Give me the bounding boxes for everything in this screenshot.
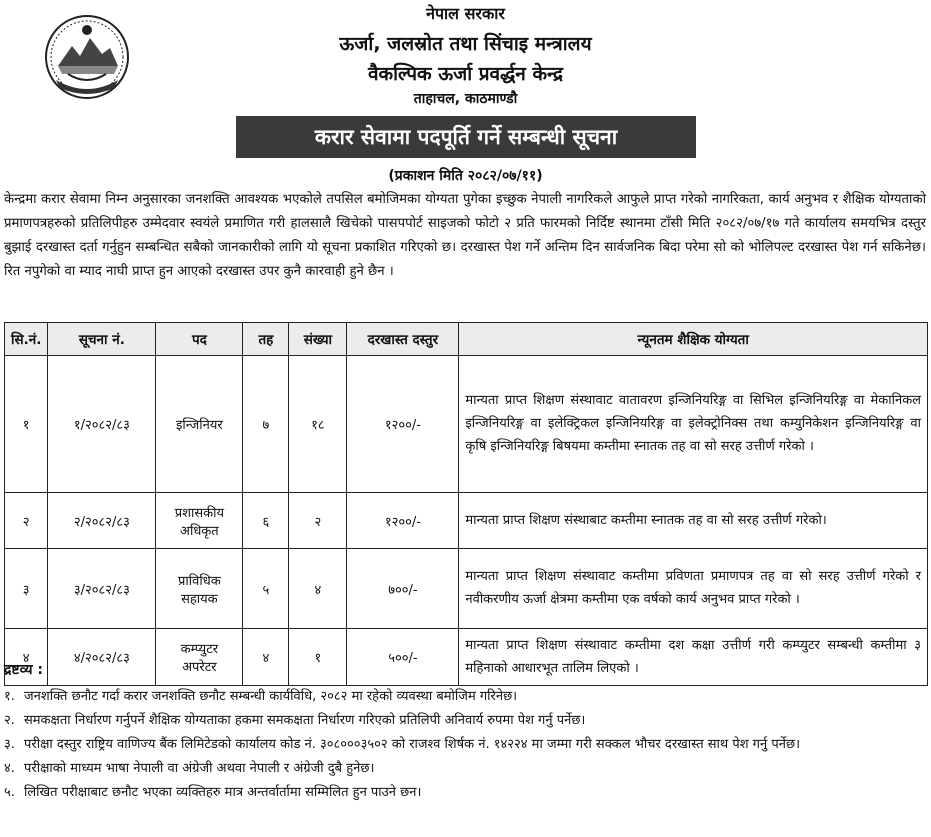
cell-level: ५ <box>243 549 289 629</box>
cell-notice-no: २/२०८२/८३ <box>48 493 156 549</box>
note-number: ३. <box>4 737 15 752</box>
column-header-count: संख्या <box>289 323 347 356</box>
cell-notice-no: ४/२०८२/८३ <box>48 629 156 686</box>
note-number: ४. <box>4 761 15 776</box>
column-header-post: पद <box>156 323 243 356</box>
notice-title: करार सेवामा पदपूर्ति गर्ने सम्बन्धी सूचना <box>236 116 696 158</box>
cell-count: ४ <box>289 549 347 629</box>
ministry-name: ऊर्जा, जलस्रोत तथा सिंचाइ मन्त्रालय <box>339 33 592 55</box>
cell-count: १ <box>289 629 347 686</box>
cell-post: कम्प्युटर अपरेटर <box>156 629 243 686</box>
list-item <box>4 757 926 781</box>
column-header-notice-no: सूचना नं. <box>48 323 156 356</box>
centre-name: वैकल्पिक ऊर्जा प्रवर्द्धन केन्द्र <box>367 63 564 85</box>
publication-date: (प्रकाशन मिति २०८२/०७/११) <box>388 168 543 184</box>
column-header-fee: दरखास्त दस्तुर <box>347 323 459 356</box>
cell-fee: १२००/- <box>347 493 459 549</box>
cell-sn: ४ <box>5 629 48 686</box>
cell-count: १८ <box>289 356 347 493</box>
cell-post: इन्जिनियर <box>156 356 243 493</box>
note-number: १. <box>4 689 15 704</box>
note-text: जनशक्ति छनौट गर्दा करार जनशक्ति छनौट सम्बन्धी कार्यविधि, २०८२ मा रहेको व्यवस्था बमोजिम गरिनेछ। <box>24 689 518 704</box>
cell-level: ६ <box>243 493 289 549</box>
vacancy-table <box>4 322 928 686</box>
table-row <box>5 356 928 493</box>
notes-section <box>4 660 926 805</box>
cell-sn: २ <box>5 493 48 549</box>
cell-qualification: मान्यता प्राप्त शिक्षण संस्थावाट कम्तीमा प्रविणता प्रमाणपत्र तह वा सो सरह उत्तीर्ण गरेको र नवीकरणीय ऊर्जा क्षेत्रमा कम्तीमा एक वर्षको कार्य अनुभव प्राप्त गरेको । <box>459 549 928 629</box>
cell-qualification: मान्यता प्राप्त शिक्षण संस्थावाट वातावरण इन्जिनियरिङ्ग वा सिभिल इन्जिनियरिङ्ग वा मेकानिकल इन्जिनियरिङ्ग वा इलेक्ट्रिकल इन्जिनियरिङ्ग वा इलेक्ट्रोनिक्स तथा कम्युनिकेशन इन्जिनियरिङ्ग वा कृषि इन्जिनियरिङ्ग बिषयमा कम्तीमा स्नातक तह वा सो सरह उत्तीर्ण गरेको । <box>459 356 928 493</box>
cell-fee: ५००/- <box>347 629 459 686</box>
notes-title: द्रष्टव्य : <box>4 662 43 678</box>
cell-qualification: मान्यता प्राप्त शिक्षण संस्थाबाट कम्तीमा स्नातक तह वा सो सरह उत्तीर्ण गरेको। <box>459 493 928 549</box>
column-header-qualification: न्यूनतम शैक्षिक योग्यता <box>459 323 928 356</box>
list-item <box>4 781 926 805</box>
list-item <box>4 685 926 709</box>
cell-count: २ <box>289 493 347 549</box>
column-header-level: तह <box>243 323 289 356</box>
note-text: लिखित परीक्षाबाट छनौट भएका व्यक्तिहरु मात्र अन्तर्वार्तामा सम्मिलित हुन पाउने छन। <box>24 785 422 800</box>
note-text: समकक्षता निर्धारण गर्नुपर्ने शैक्षिक योग्यताका हकमा समकक्षता निर्धारण गरिएको प्रतिलिपी अनिवार्य रुपमा पेश गर्नु पर्नेछ। <box>24 713 586 728</box>
note-number: २. <box>4 713 15 728</box>
cell-notice-no: ३/२०८२/८३ <box>48 549 156 629</box>
note-text: परीक्षाको माध्यम भाषा नेपाली वा अंग्रेजी अथवा नेपाली र अंग्रेजी दुबै हुनेछ। <box>24 761 375 776</box>
cell-notice-no: १/२०८२/८३ <box>48 356 156 493</box>
cell-sn: ३ <box>5 549 48 629</box>
cell-fee: ७००/- <box>347 549 459 629</box>
cell-post: प्रशासकीय अधिकृत <box>156 493 243 549</box>
list-item <box>4 709 926 733</box>
cell-level: ४ <box>243 629 289 686</box>
table-row <box>5 493 928 549</box>
cell-qualification: मान्यता प्राप्त शिक्षण संस्थावाट कम्तीमा दश कक्षा उत्तीर्ण गरी कम्प्युटर सम्बन्धी कम्तीमा ३ महिनाको आधारभूत तालिम लिएको । <box>459 629 928 686</box>
cell-sn: १ <box>5 356 48 493</box>
note-number: ५. <box>4 785 15 800</box>
column-header-sn: सि.नं. <box>5 323 48 356</box>
note-text: परीक्षा दस्तुर राष्ट्रिय वाणिज्य बैंक लिमिटेडको कार्यालय कोड नं. ३०८०००३५०२ को राजश्व शिर्षक नं. १४२२४ मा जम्मा गरी सक्कल भौचर दरखास्त साथ पेश गर्नु पर्नेछ। <box>24 737 800 752</box>
government-name: नेपाल सरकार <box>426 4 505 23</box>
cell-fee: १२००/- <box>347 356 459 493</box>
list-item <box>4 733 926 757</box>
cell-level: ७ <box>243 356 289 493</box>
table-row <box>5 549 928 629</box>
office-address: ताहाचल, काठमाण्डौ <box>413 91 518 107</box>
nepal-government-emblem-icon <box>44 14 130 100</box>
table-header-row <box>5 323 928 356</box>
cell-post: प्राविधिक सहायक <box>156 549 243 629</box>
notice-intro-paragraph: केन्द्रमा करार सेवामा निम्न अनुसारका जनशक्ति आवश्यक भएकोले तपसिल बमोजिमका योग्यता पुगेका इच्छुक नेपाली नागरिकले आफुले प्राप्त गरेको नागरिकता, कार्य अनुभव र शैक्षिक योग्यताको प्रमाणपत्रहरुको प्रतिलिपीहरु उम्मेदवार स्वयंले प्रमाणित गरी हालसालै खिचेको पासपपोर्ट साइजको फोटो २ प्रति फारमको निर्दिष्ट स्थानमा टाँसी मिति २०८२/०७/१७ गते कार्यालय समयभित्र दस्तुर बुझाई दरखास्त दर्ता गर्नुहुन सम्बन्धित सबैको जानकारीको लागि यो सूचना प्रकाशित गरिएको छ। दरखास्त पेश गर्ने अन्तिम दिन सार्वजनिक बिदा परेमा सो को भोलिपल्ट दरखास्त पेश गर्न सकिनेछ। रित नपुगेको वा म्याद नाघी प्राप्त हुन आएको दरखास्त उपर कुनै कारवाही हुने छैन । <box>4 192 926 279</box>
